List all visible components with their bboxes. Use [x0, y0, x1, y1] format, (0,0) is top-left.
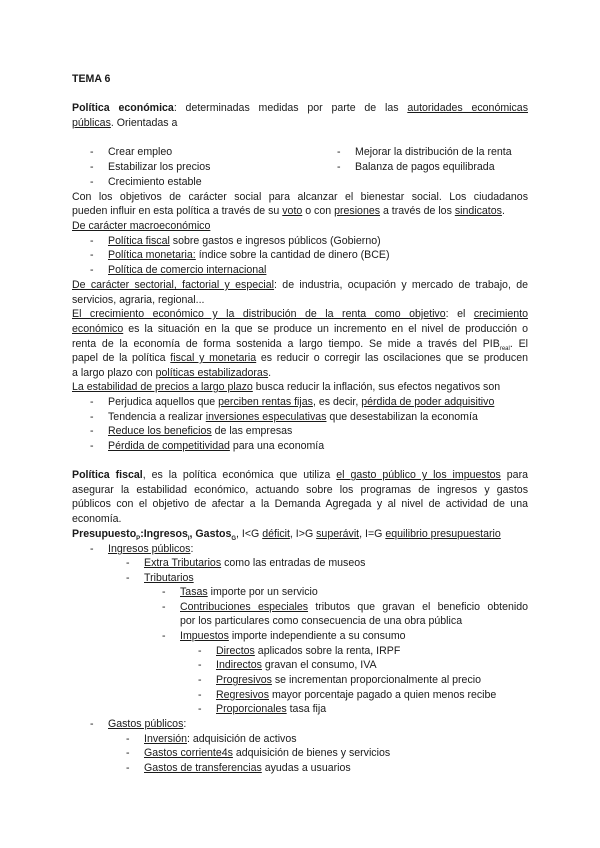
- pf-line-4: economía.: [72, 513, 122, 525]
- growth-line-4: papel de la política fiscal y monetaria es reducir o corregir las oscilaciones que se producen: [72, 352, 529, 364]
- sector-line-2: servicios, agraria, regional...: [72, 294, 205, 306]
- bullet-dash: -: [162, 601, 166, 613]
- pe-intro-line-1: Política económica: determinadas medidas por parte de las autoridades económicas: [72, 102, 528, 114]
- growth-line-5: a largo plazo con políticas estabilizadoras.: [72, 367, 272, 379]
- bullet-dash: -: [126, 747, 130, 759]
- bullet-dash: -: [90, 440, 94, 452]
- price-stability-line: La estabilidad de precios a largo plazo busca reducir la inflación, sus efectos negativos son: [72, 381, 501, 393]
- bullet-dash: -: [90, 425, 94, 437]
- pf-line-1: Política fiscal, es la política económica que utiliza el gasto público y los impuestos para: [72, 469, 528, 481]
- bullet-dash: -: [198, 659, 202, 671]
- gastos-item: Gastos de transferencias ayudas a usuarios: [144, 762, 351, 774]
- inflation-effect: Pérdida de competitividad para una economía: [108, 440, 325, 452]
- pe-paragraph-line: Con los objetivos de carácter social para alcanzar el bienestar social. Los ciudadanos: [72, 191, 528, 203]
- impuesto-item: Progresivos se incrementan proporcionalmente al precio: [216, 674, 481, 686]
- growth-line-2: económico es la situación en la que se produce un incremento en el nivel de producción o: [72, 323, 528, 335]
- sector-line-1: De carácter sectorial, factorial y especial: de industria, ocupación y mercado de trabajo, de: [72, 279, 528, 291]
- document-title: TEMA 6: [72, 73, 111, 85]
- pe-paragraph-line: pueden influir en esta política a través de su voto o con presiones a través de los sindicatos.: [72, 205, 505, 217]
- bullet-dash: -: [90, 249, 94, 261]
- bullet-dash: -: [337, 161, 341, 173]
- inflation-effect: Perjudica aquellos que perciben rentas fijas, es decir, pérdida de poder adquisitivo: [108, 396, 495, 408]
- gastos-item: Gastos corriente4s adquisición de bienes y servicios: [144, 747, 391, 759]
- tributo-item: Contribuciones especiales tributos que gravan el beneficio obtenido: [180, 601, 528, 613]
- bullet-dash: -: [126, 733, 130, 745]
- bullet-dash: -: [198, 645, 202, 657]
- ingresos-item: Extra Tributarios como las entradas de museos: [144, 557, 366, 569]
- impuesto-item: Directos aplicados sobre la renta, IRPF: [216, 645, 401, 657]
- inflation-effect: Reduce los beneficios de las empresas: [108, 425, 293, 437]
- bullet-dash: -: [198, 674, 202, 686]
- bullet-dash: -: [90, 396, 94, 408]
- bullet-dash: -: [337, 146, 341, 158]
- inflation-effect: Tendencia a realizar inversiones especulativas que desestabilizan la economía: [108, 411, 478, 423]
- impuesto-item: Indirectos gravan el consumo, IVA: [216, 659, 377, 671]
- macro-item: Política monetaria: índice sobre la cantidad de dinero (BCE): [108, 249, 390, 261]
- ingresos-item: Tributarios: [144, 572, 194, 584]
- growth-line-3: renta de la economía de forma sostenida a largo tiempo. Se mide a través del $PIB_{real}$. El: [72, 338, 528, 353]
- macro-item: Política de comercio internacional: [108, 264, 267, 276]
- macro-heading: De carácter macroeconómico: [72, 220, 211, 232]
- pf-line-2: asegurar la estabilidad económico, actuando sobre los programas de ingresos y gastos: [72, 484, 528, 496]
- bullet-dash: -: [90, 264, 94, 276]
- gastos-item: Inversión: adquisición de activos: [144, 733, 297, 745]
- bullet-dash: -: [126, 572, 130, 584]
- impuesto-item: Regresivos mayor porcentaje pagado a quien menos recibe: [216, 689, 497, 701]
- bullet-dash: -: [90, 411, 94, 423]
- pf-line-3: públicos con el objetivo de afectar a la Demanda Agregada y al nivel de actividad de una: [72, 498, 528, 510]
- bullet-dash: -: [162, 586, 166, 598]
- pe-intro-line-2: públicas. Orientadas a: [72, 117, 178, 129]
- bullet-dash: -: [126, 557, 130, 569]
- goal-item: Crecimiento estable: [108, 176, 202, 188]
- bullet-dash: -: [90, 235, 94, 247]
- bullet-dash: -: [162, 630, 166, 642]
- macro-item: Política fiscal sobre gastos e ingresos públicos (Gobierno): [108, 235, 381, 247]
- goal-item: Crear empleo: [108, 146, 173, 158]
- bullet-dash: -: [90, 718, 94, 730]
- growth-line-1: El crecimiento económico y la distribución de la renta como objetivo: el crecimiento: [72, 308, 529, 320]
- gastos-heading: Gastos públicos:: [108, 718, 187, 730]
- tributo-item: Impuestos importe independiente a su consumo: [180, 630, 406, 642]
- budget-line: Presupuesto$_P$:Ingresos$_I$, Gastos$_G$, I<G déficit, I>G superávit, I=G equilibrio presupuestario: [72, 528, 501, 543]
- impuesto-item: Proporcionales tasa fija: [216, 703, 327, 715]
- bullet-dash: -: [126, 762, 130, 774]
- goal-item: Estabilizar los precios: [108, 161, 211, 173]
- goal-item: Balanza de pagos equilibrada: [355, 161, 495, 173]
- tributo-item: Tasas importe por un servicio: [180, 586, 318, 598]
- bullet-dash: -: [90, 161, 94, 173]
- ingresos-heading: Ingresos públicos:: [108, 543, 194, 555]
- goal-item: Mejorar la distribución de la renta: [355, 146, 512, 158]
- bullet-dash: -: [198, 703, 202, 715]
- bullet-dash: -: [198, 689, 202, 701]
- bullet-dash: -: [90, 176, 94, 188]
- bullet-dash: -: [90, 543, 94, 555]
- tributo-item-cont: por los particulares como consecuencia de una obra pública: [180, 615, 463, 627]
- bullet-dash: -: [90, 146, 94, 158]
